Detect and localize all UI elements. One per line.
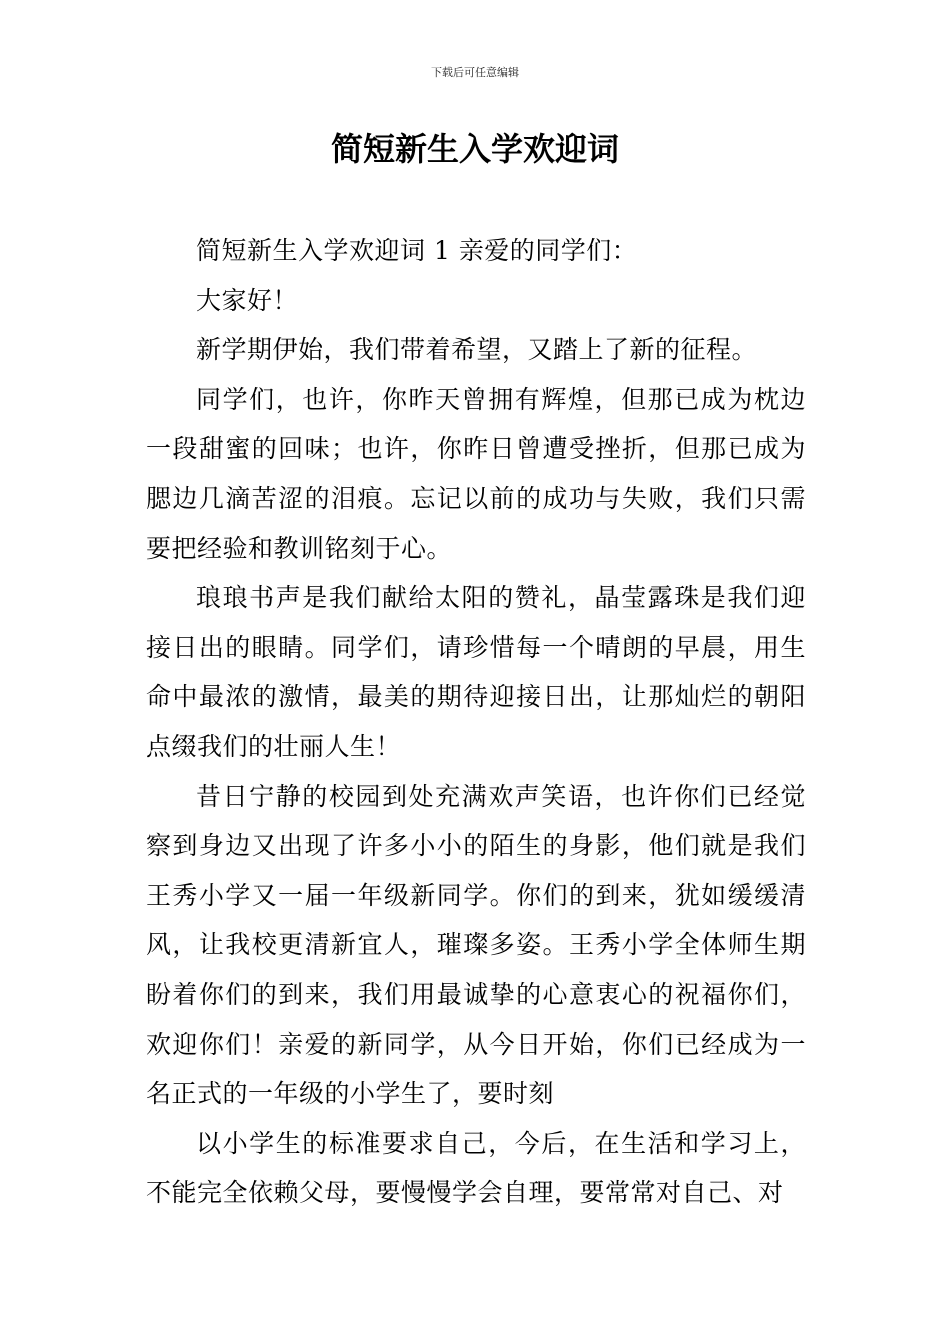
paragraph: 琅琅书声是我们献给太阳的赞礼，晶莹露珠是我们迎接日出的眼睛。同学们，请珍惜每一个晴朗的早晨，用生命中最浓的激情，最美的期待迎接日出，让那灿烂的朝阳点缀我们的壮丽人生！ [146, 583, 806, 761]
paragraph: 同学们，也许，你昨天曾拥有辉煌，但那已成为枕边一段甜蜜的回味；也许，你昨日曾遭受挫折，但那已成为腮边几滴苦涩的泪痕。忘记以前的成功与失败，我们只需要把经验和教训铭刻于心。 [146, 384, 806, 563]
document-body [146, 226, 806, 1218]
paragraph: 大家好！ [196, 285, 299, 315]
paragraph: 昔日宁静的校园到处充满欢声笑语，也许你们已经觉察到身边又出现了许多小小的陌生的身影，他们就是我们王秀小学又一届一年级新同学。你们的到来，犹如缓缓清风，让我校更清新宜人，璀璨多姿。王秀小学全体师生期盼着你们的到来，我们用最诚挚的心意衷心的祝福你们，欢迎你们！亲爱的新同学，从今日开始，你们已经成为一名正式的一年级的小学生了，要时刻 [146, 781, 806, 1109]
paragraph: 以小学生的标准要求自己，今后，在生活和学习上，不能完全依赖父母，要慢慢学会自理，要常常对自己、对 [146, 1128, 806, 1208]
paragraph: 简短新生入学欢迎词 1 亲爱的同学们： [196, 236, 638, 265]
header-note: 下载后可任意编辑 [431, 66, 519, 79]
paragraph: 新学期伊始，我们带着希望，又踏上了新的征程。 [196, 335, 758, 365]
document-title: 简短新生入学欢迎词 [330, 130, 619, 168]
